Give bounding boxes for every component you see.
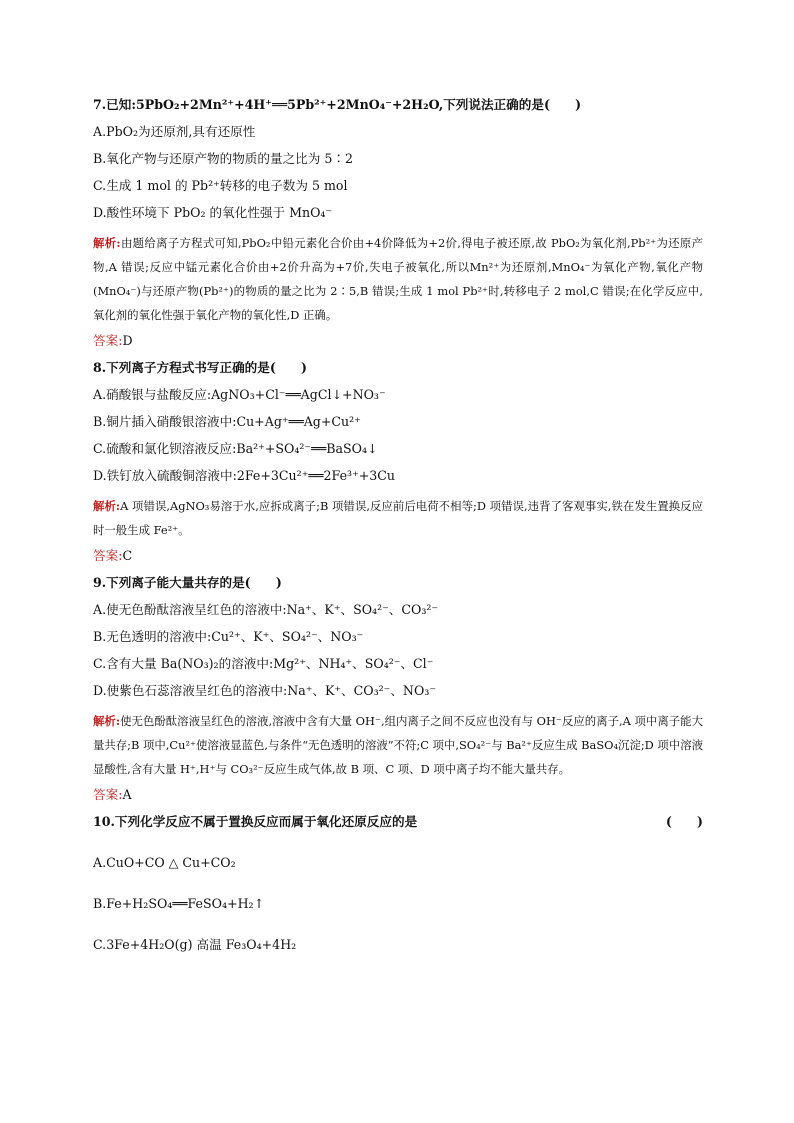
question-10-answer-bracket: ( ) (665, 814, 703, 829)
question-8-option-c: C.硫酸和氯化钡溶液反应:Ba²⁺+SO₄²⁻══BaSO₄↓ (93, 441, 378, 456)
question-9-explain-text: 使无色酚酞溶液呈红色的溶液,溶液中含有大量 OH⁻,组内离子之间不反应也没有与 OH⁻反应的离子,A 项中离子能大量共存;B 项中,Cu²⁺使溶液显蓝色,与条件“无色透明的溶液”不符;C 项中,SO₄²⁻与 Ba²⁺反应生成 BaSO₄沉淀;D 项中溶液显酸性,含有大量 H⁺,H⁺与 CO₃²⁻反应生成气体,故 B 项、C 项、D 项中离子均不能大量共存。 (93, 714, 703, 776)
question-10-option-a: A.CuO+CO △ Cu+CO₂ (93, 855, 236, 870)
question-8-option-b: B.铜片插入硝酸银溶液中:Cu+Ag⁺══Ag+Cu²⁺ (93, 414, 361, 429)
question-9-option-a: A.使无色酚酞溶液呈红色的溶液中:Na⁺、K⁺、SO₄²⁻、CO₃²⁻ (93, 602, 439, 617)
question-10-stem: 10.下列化学反应不属于置换反应而属于氧化还原反应的是 (93, 814, 418, 829)
question-8-explanation (93, 494, 703, 542)
question-9-stem: 9.下列离子能大量共存的是( ) (93, 575, 282, 590)
question-7-option-b: B.氧化产物与还原产物的物质的量之比为 5∶2 (93, 151, 353, 166)
question-7-option-a: A.PbO₂为还原剂,具有还原性 (93, 124, 256, 139)
question-9-answer-value: A (122, 787, 132, 802)
question-7-explain-label: 解析: (93, 236, 121, 250)
question-7-option-d: D.酸性环境下 PbO₂ 的氧化性强于 MnO₄⁻ (93, 205, 333, 220)
question-8-answer-value: C (122, 548, 133, 563)
question-8-stem: 8.下列离子方程式书写正确的是( ) (93, 360, 307, 375)
question-8-option-a: A.硝酸银与盐酸反应:AgNO₃+Cl⁻══AgCl↓+NO₃⁻ (93, 387, 386, 402)
question-7-explain-text: 由题给离子方程式可知,PbO₂中铅元素化合价由+4价降低为+2价,得电子被还原,故 PbO₂为氧化剂,Pb²⁺为还原产物,A 错误;反应中锰元素化合价由+2价升高为+7价,失电子被氧化,所以Mn²⁺为还原剂,MnO₄⁻为氧化产物,氧化产物(MnO₄⁻)与还原产物(Pb²⁺)的物质的量之比为 2∶5,B 错误;生成 1 mol Pb²⁺时,转移电子 2 mol,C 错误;在化学反应中,氧化剂的氧化性强于氧化产物的氧化性,D 正确。 (93, 236, 703, 322)
question-9-answer-label: 答案: (93, 787, 123, 802)
question-7-option-c: C.生成 1 mol 的 Pb²⁺转移的电子数为 5 mol (93, 178, 348, 193)
question-10-option-c: C.3Fe+4H₂O(g) 高温 Fe₃O₄+4H₂ (93, 937, 297, 952)
question-10-option-b: B.Fe+H₂SO₄══FeSO₄+H₂↑ (93, 896, 265, 911)
question-8-answer (93, 546, 703, 566)
document-page (93, 96, 703, 963)
question-8-explain-label: 解析: (93, 499, 121, 513)
question-10-stem-row (93, 813, 703, 831)
question-9-explanation (93, 709, 703, 781)
question-7-answer-label: 答案: (93, 333, 123, 348)
question-7-answer-value: D (122, 333, 133, 348)
question-8-answer-label: 答案: (93, 548, 123, 563)
question-8-explain-text: A 项错误,AgNO₃易溶于水,应拆成离子;B 项错误,反应前后电荷不相等;D 项错误,违背了客观事实,铁在发生置换反应时一般生成 Fe²⁺。 (93, 499, 703, 537)
question-9-option-d: D.使紫色石蕊溶液呈红色的溶液中:Na⁺、K⁺、CO₃²⁻、NO₃⁻ (93, 683, 436, 698)
question-9-option-c: C.含有大量 Ba(NO₃)₂的溶液中:Mg²⁺、NH₄⁺、SO₄²⁻、Cl⁻ (93, 656, 434, 671)
question-7-explanation (93, 231, 703, 327)
question-9-answer (93, 785, 703, 805)
question-9-option-b: B.无色透明的溶液中:Cu²⁺、K⁺、SO₄²⁻、NO₃⁻ (93, 629, 364, 644)
question-9-explain-label: 解析: (93, 714, 121, 728)
question-7-stem: 7.已知:5PbO₂+2Mn²⁺+4H⁺══5Pb²⁺+2MnO₄⁻+2H₂O,下列说法正确的是( ) (93, 97, 582, 112)
question-7-answer (93, 331, 703, 351)
question-8-option-d: D.铁钉放入硫酸铜溶液中:2Fe+3Cu²⁺══2Fe³⁺+3Cu (93, 468, 396, 483)
